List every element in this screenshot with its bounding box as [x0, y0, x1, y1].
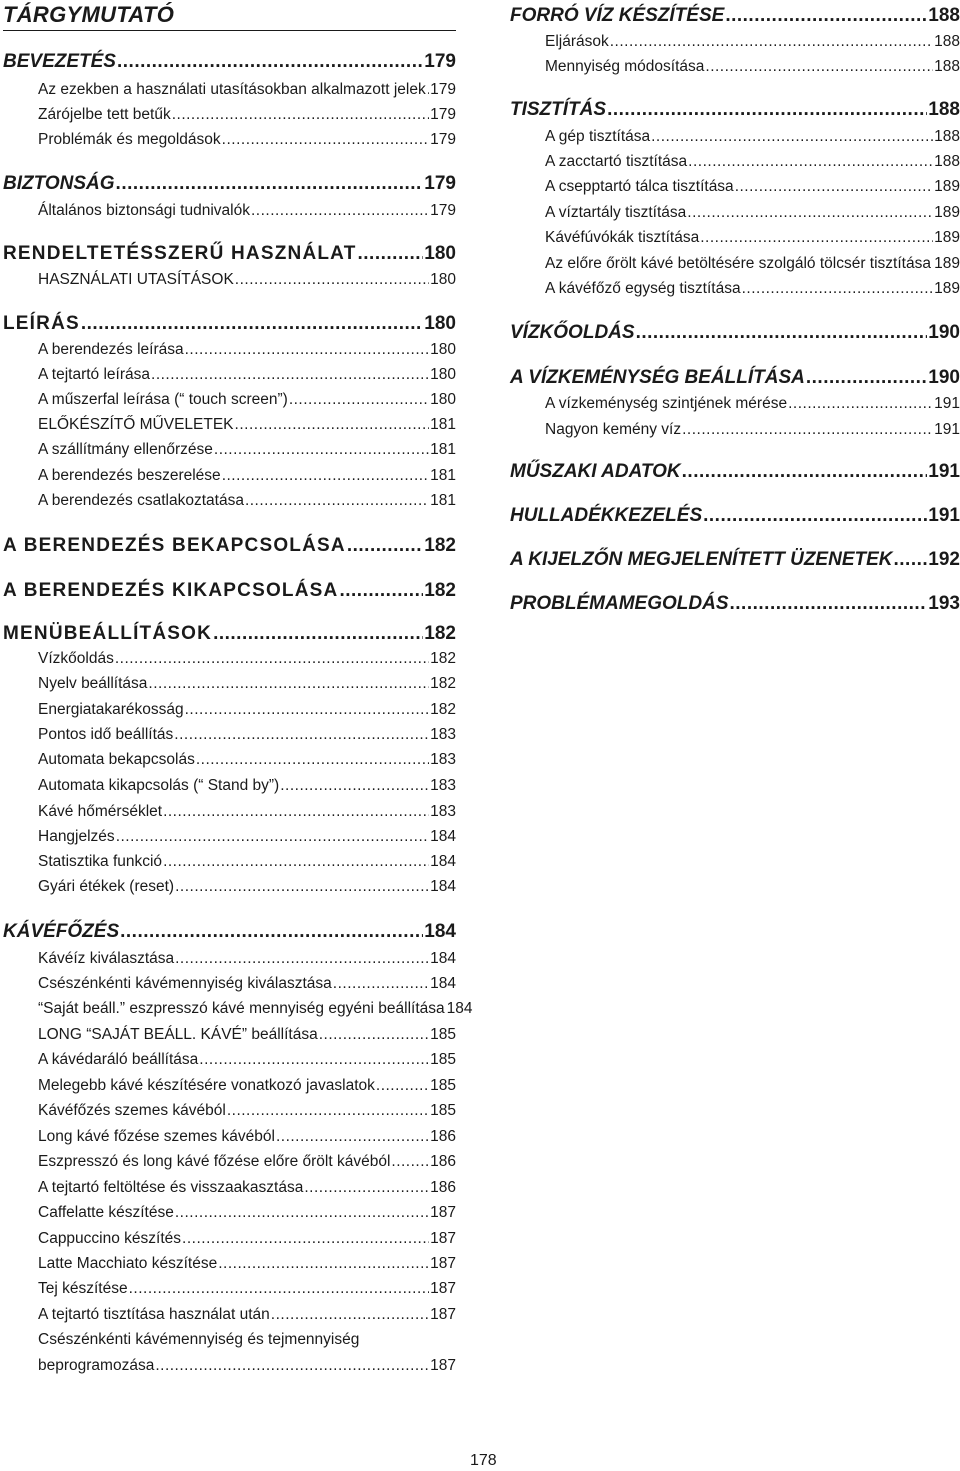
toc-entry-title: beprogramozása [38, 1357, 155, 1374]
toc-page-number: 181 [430, 441, 456, 458]
dot-leader [117, 51, 423, 73]
toc-entry-title: KÁVÉFŐZÉS [3, 921, 120, 942]
toc-section-heading [510, 367, 960, 389]
toc-entry-title: A berendezés csatlakoztatása [38, 492, 244, 509]
toc-entry [510, 128, 960, 146]
toc-page-number: 187 [430, 1255, 456, 1272]
toc-entry [3, 81, 456, 99]
toc-page-number: 183 [430, 751, 456, 768]
dot-leader [235, 271, 429, 289]
toc-page-number: 188 [928, 99, 960, 120]
toc-entry [3, 271, 456, 289]
toc-entry-title: Az ezekben a használati utasításokban alkalmazott jelek [38, 81, 426, 98]
toc-entry-title: A BERENDEZÉS BEKAPCSOLÁSA [3, 535, 346, 556]
toc-entry-title: Long kávé főzése szemes kávéból [38, 1128, 275, 1145]
toc-entry [3, 828, 456, 846]
toc-entry [3, 751, 456, 769]
toc-entry-title: A zacctartó tisztítása [545, 153, 688, 170]
toc-page-number: 184 [430, 950, 456, 967]
toc-entry-title: A vízkeménység szintjének mérése [545, 395, 788, 412]
toc-entry-title: Tej készítése [38, 1280, 128, 1297]
toc-entry [3, 1026, 456, 1044]
dot-leader [806, 367, 927, 389]
toc-section-heading [3, 173, 456, 195]
dot-leader [235, 416, 430, 434]
dot-leader [682, 421, 933, 439]
toc-entry-title: “Saját beáll.” eszpresszó kávé mennyiség egyéni beállítása [38, 1000, 445, 1017]
toc-entry-title: ELŐKÉSZÍTŐ MŰVELETEK [38, 416, 234, 433]
toc-entry-title: Gyári étékek (reset) [38, 878, 175, 895]
toc-page-number: 186 [430, 1128, 456, 1145]
toc-entry [3, 675, 456, 693]
dot-leader [245, 492, 429, 510]
toc-entry-title: BEVEZETÉS [3, 51, 116, 72]
toc-entry-title: Automata bekapcsolás [38, 751, 195, 768]
toc-entry [3, 1280, 456, 1298]
toc-page-number: 182 [430, 701, 456, 718]
dot-leader [376, 1077, 429, 1095]
toc-section-heading [510, 99, 960, 121]
dot-leader [610, 33, 933, 51]
toc-page-number: 188 [934, 153, 960, 170]
toc-entry [3, 366, 456, 384]
dot-leader [276, 1128, 429, 1146]
toc-entry-title: A gép tisztítása [545, 128, 651, 145]
dot-leader [116, 828, 429, 846]
toc-entry [3, 777, 456, 795]
toc-entry [510, 395, 960, 413]
toc-page-number: 193 [928, 593, 960, 614]
toc-entry [3, 1051, 456, 1069]
toc-entry [510, 280, 960, 298]
toc-entry [510, 178, 960, 196]
toc-entry-title: Latte Macchiato készítése [38, 1255, 218, 1272]
toc-entry-title: A VÍZKEMÉNYSÉG BEÁLLÍTÁSA [510, 367, 805, 388]
page-title: TÁRGYMUTATÓ [3, 2, 456, 31]
toc-entry-title: RENDELTETÉSSZERŰ HASZNÁLAT [3, 243, 357, 264]
toc-section-heading [510, 322, 960, 344]
toc-entry [510, 58, 960, 76]
toc-entry [3, 1179, 456, 1197]
toc-entry [3, 853, 456, 871]
toc-page-number: 185 [430, 1051, 456, 1068]
toc-entry-title: Mennyiség módosítása [545, 58, 705, 75]
dot-leader [222, 467, 429, 485]
toc-entry [3, 131, 456, 149]
toc-entry-title: Melegebb kávé készítésére vonatkozó javaslatok [38, 1077, 375, 1094]
toc-entry-title: Nyelv beállítása [38, 675, 148, 692]
toc-entry-title: Automata kikapcsolás (“ Stand by”) [38, 777, 280, 794]
dot-leader [175, 878, 429, 896]
toc-page-number: 189 [934, 255, 960, 272]
toc-page-number: 182 [424, 580, 456, 601]
toc-page-number: 183 [430, 777, 456, 794]
toc-page-number: 187 [430, 1204, 456, 1221]
toc-entry [3, 975, 456, 993]
dot-leader [788, 395, 933, 413]
toc-entry-title: A berendezés beszerelése [38, 467, 221, 484]
dot-leader [319, 1026, 429, 1044]
toc-page-number: 184 [424, 921, 456, 942]
toc-entry [510, 255, 960, 273]
dot-leader [115, 650, 429, 668]
dot-leader [682, 461, 928, 483]
toc-page-number: 187 [430, 1306, 456, 1323]
toc-entry-title: Zárójelbe tett betűk [38, 106, 171, 123]
toc-page-number: 181 [430, 492, 456, 509]
toc-page-number: 181 [430, 416, 456, 433]
toc-entry-title: A tejtartó tisztítása használat után [38, 1306, 270, 1323]
dot-leader [427, 81, 429, 99]
toc-section-heading [510, 593, 960, 615]
dot-leader [894, 549, 928, 571]
toc-entry-title: LONG “SAJÁT BEÁLL. KÁVÉ” beállítása [38, 1026, 318, 1043]
toc-entry-title: Eljárások [545, 33, 609, 50]
toc-entry-title: HASZNÁLATI UTASÍTÁSOK [38, 271, 234, 288]
toc-entry [3, 441, 456, 459]
toc-section-heading [3, 921, 456, 943]
toc-page-number: 189 [934, 204, 960, 221]
dot-leader [218, 1255, 429, 1273]
dot-leader [735, 178, 933, 196]
toc-entry [3, 1102, 456, 1120]
toc-entry-title: A berendezés leírása [38, 341, 184, 358]
toc-entry [3, 950, 456, 968]
dot-leader [151, 366, 429, 384]
toc-entry-title: A víztartály tisztítása [545, 204, 687, 221]
toc-page-number: 188 [928, 5, 960, 26]
toc-page-number: 184 [430, 975, 456, 992]
dot-leader [304, 1179, 429, 1197]
toc-entry [3, 701, 456, 719]
toc-entry [3, 391, 456, 409]
toc-page-number: 191 [928, 461, 960, 482]
toc-page-number: 183 [430, 803, 456, 820]
toc-entry [510, 421, 960, 439]
toc-entry [3, 106, 456, 124]
toc-page-number: 185 [430, 1026, 456, 1043]
toc-entry [3, 650, 456, 668]
toc-section-heading [3, 623, 456, 645]
toc-page-number: 188 [934, 33, 960, 50]
toc-entry-title: A kávéfőző egység tisztítása [545, 280, 741, 297]
toc-entry-title: Pontos idő beállítás [38, 726, 174, 743]
toc-page-number: 180 [430, 366, 456, 383]
toc-entry [3, 1204, 456, 1222]
dot-leader [172, 106, 429, 124]
dot-leader [199, 1051, 429, 1069]
toc-page-number: 182 [424, 623, 456, 644]
toc-entry-title: Kávé hőmérséklet [38, 803, 163, 820]
toc-entry-title: A szállítmány ellenőrzése [38, 441, 213, 458]
toc-page-number: 179 [424, 173, 456, 194]
toc-page-number: 189 [934, 178, 960, 195]
toc-entry [3, 416, 456, 434]
dot-leader [163, 803, 429, 821]
toc-entry-title: LEÍRÁS [3, 313, 80, 334]
toc-entry-title: Eszpresszó és long kávé főzése előre őrölt kávéból [38, 1153, 391, 1170]
dot-leader [607, 99, 927, 121]
toc-entry-title: Kávéíz kiválasztása [38, 950, 175, 967]
toc-entry-title: TISZTÍTÁS [510, 99, 607, 120]
dot-leader [651, 128, 933, 146]
toc-entry-title: Problémák és megoldások [38, 131, 221, 148]
dot-leader [391, 1153, 429, 1171]
toc-page-number: 184 [430, 828, 456, 845]
dot-leader [214, 441, 429, 459]
toc-page-number: 188 [934, 128, 960, 145]
toc-entry-title: Nagyon kemény víz [545, 421, 682, 438]
toc-entry [3, 1230, 456, 1248]
toc-entry-title: Kávéfőzés szemes kávéból [38, 1102, 226, 1119]
toc-page-number: 179 [430, 202, 456, 219]
dot-leader [155, 1357, 429, 1375]
toc-entry [3, 726, 456, 744]
toc-page-number: 180 [424, 243, 456, 264]
toc-entry-title: Hangjelzés [38, 828, 115, 845]
toc-entry [3, 1153, 456, 1171]
toc-page-number: 186 [430, 1179, 456, 1196]
toc-entry-title: FORRÓ VÍZ KÉSZÍTÉSE [510, 5, 725, 26]
dot-leader [175, 950, 429, 968]
toc-entry [3, 1331, 456, 1349]
dot-leader [333, 975, 429, 993]
toc-section-heading [3, 580, 456, 602]
toc-entry-title: Csészénkénti kávémennyiség és tejmennyiség [38, 1331, 360, 1348]
toc-entry [3, 1077, 456, 1095]
toc-entry [3, 803, 456, 821]
toc-entry [510, 33, 960, 51]
toc-entry [3, 1128, 456, 1146]
dot-leader [227, 1102, 429, 1120]
page-number: 178 [470, 1452, 497, 1469]
toc-page-number: 179 [430, 106, 456, 123]
toc-section-heading [3, 51, 456, 73]
dot-leader [280, 777, 429, 795]
toc-entry-title: Statisztika funkció [38, 853, 163, 870]
toc-entry [3, 1255, 456, 1273]
toc-page-number: 185 [430, 1102, 456, 1119]
toc-entry-title: A BERENDEZÉS KIKAPCSOLÁSA [3, 580, 339, 601]
toc-page-number: 182 [430, 650, 456, 667]
toc-entry-title: A kávédaráló beállítása [38, 1051, 199, 1068]
toc-page-number: 181 [430, 467, 456, 484]
dot-leader [213, 623, 423, 645]
dot-leader [703, 505, 927, 527]
toc-page-number: 189 [934, 229, 960, 246]
toc-page-number: 184 [430, 878, 456, 895]
toc-page-number: 184 [430, 853, 456, 870]
toc-section-heading [510, 461, 960, 483]
toc-page-number: 191 [934, 395, 960, 412]
dot-leader [725, 5, 927, 27]
toc-entry-title: HULLADÉKKEZELÉS [510, 505, 703, 526]
dot-leader [175, 1204, 429, 1222]
dot-leader [120, 921, 423, 943]
toc-section-heading [3, 535, 456, 557]
toc-page-number: 179 [424, 51, 456, 72]
toc-entry [510, 204, 960, 222]
toc-entry-title: MŰSZAKI ADATOK [510, 461, 681, 482]
toc-page-number: 192 [928, 549, 960, 570]
toc-entry-title: BIZTONSÁG [3, 173, 115, 194]
toc-page-number: 186 [430, 1153, 456, 1170]
toc-section-heading [510, 5, 960, 27]
toc-page-number: 184 [446, 1000, 473, 1017]
dot-leader [339, 580, 423, 602]
toc-entry-title: A tejtartó leírása [38, 366, 151, 383]
toc-page-number: 179 [430, 131, 456, 148]
toc-entry [3, 1000, 473, 1018]
dot-leader [705, 58, 933, 76]
toc-page-number: 191 [934, 421, 960, 438]
toc-page-number: 183 [430, 726, 456, 743]
toc-entry-title: A tejtartó feltöltése és visszaakasztása [38, 1179, 304, 1196]
dot-leader [347, 535, 423, 557]
toc-entry [510, 229, 960, 247]
toc-entry-title: Az előre őrölt kávé betöltésére szolgáló tölcsér tisztítása [545, 255, 931, 272]
toc-entry-title: A KIJELZŐN MEGJELENÍTETT ÜZENETEK [510, 549, 893, 570]
dot-leader [174, 726, 429, 744]
toc-entry-title: A műszerfal leírása (“ touch screen”) [38, 391, 288, 408]
toc-page-number: 187 [430, 1357, 456, 1374]
dot-leader [81, 313, 423, 335]
toc-entry [3, 492, 456, 510]
toc-page-number: 182 [430, 675, 456, 692]
dot-leader [116, 173, 424, 195]
dot-leader [289, 391, 429, 409]
dot-leader [129, 1280, 430, 1298]
dot-leader [730, 593, 928, 615]
toc-section-heading [3, 313, 456, 335]
toc-page-number: 179 [430, 81, 456, 98]
toc-page-number: 191 [928, 505, 960, 526]
toc-entry-title: PROBLÉMAMEGOLDÁS [510, 593, 729, 614]
toc-entry [3, 202, 456, 220]
dot-leader [251, 202, 429, 220]
toc-page-number: 180 [430, 391, 456, 408]
toc-page-number: 188 [934, 58, 960, 75]
dot-leader [222, 131, 429, 149]
toc-entry-title: Energiatakarékosság [38, 701, 184, 718]
toc-entry [3, 878, 456, 896]
toc-entry-title: VÍZKŐOLDÁS [510, 322, 635, 343]
toc-entry [510, 153, 960, 171]
toc-entry-title: Caffelatte készítése [38, 1204, 174, 1221]
dot-leader [148, 675, 429, 693]
dot-leader [358, 243, 424, 265]
dot-leader [185, 701, 430, 719]
dot-leader [185, 341, 430, 359]
toc-entry [3, 1357, 456, 1375]
toc-entry [3, 341, 456, 359]
toc-entry [3, 467, 456, 485]
dot-leader [196, 751, 429, 769]
toc-entry-title: Cappuccino készítés [38, 1230, 182, 1247]
toc-entry [3, 1306, 456, 1324]
toc-page-number: 180 [424, 313, 456, 334]
toc-section-heading [3, 243, 456, 265]
toc-page-number: 180 [430, 341, 456, 358]
toc-entry-title: Általános biztonsági tudnivalók [38, 202, 250, 219]
dot-leader [182, 1230, 429, 1248]
dot-leader [687, 204, 933, 222]
toc-entry-title: Kávéfúvókák tisztítása [545, 229, 700, 246]
toc-page-number: 180 [430, 271, 456, 288]
toc-page-number: 182 [424, 535, 456, 556]
dot-leader [271, 1306, 429, 1324]
toc-entry-title: MENÜBEÁLLÍTÁSOK [3, 623, 213, 644]
toc-page-number: 190 [928, 367, 960, 388]
toc-page-number: 187 [430, 1280, 456, 1297]
dot-leader [932, 255, 933, 273]
toc-entry-title: Vízkőoldás [38, 650, 114, 667]
toc-page-number: 190 [928, 322, 960, 343]
dot-leader [163, 853, 429, 871]
dot-leader [636, 322, 928, 344]
dot-leader [688, 153, 933, 171]
toc-page-number: 187 [430, 1230, 456, 1247]
toc-page-number: 185 [430, 1077, 456, 1094]
toc-section-heading [510, 505, 960, 527]
dot-leader [742, 280, 934, 298]
toc-page-number: 189 [934, 280, 960, 297]
toc-entry-title: A csepptartó tálca tisztítása [545, 178, 734, 195]
dot-leader [700, 229, 933, 247]
toc-entry-title: Csészénkénti kávémennyiség kiválasztása [38, 975, 332, 992]
toc-section-heading [510, 549, 960, 571]
